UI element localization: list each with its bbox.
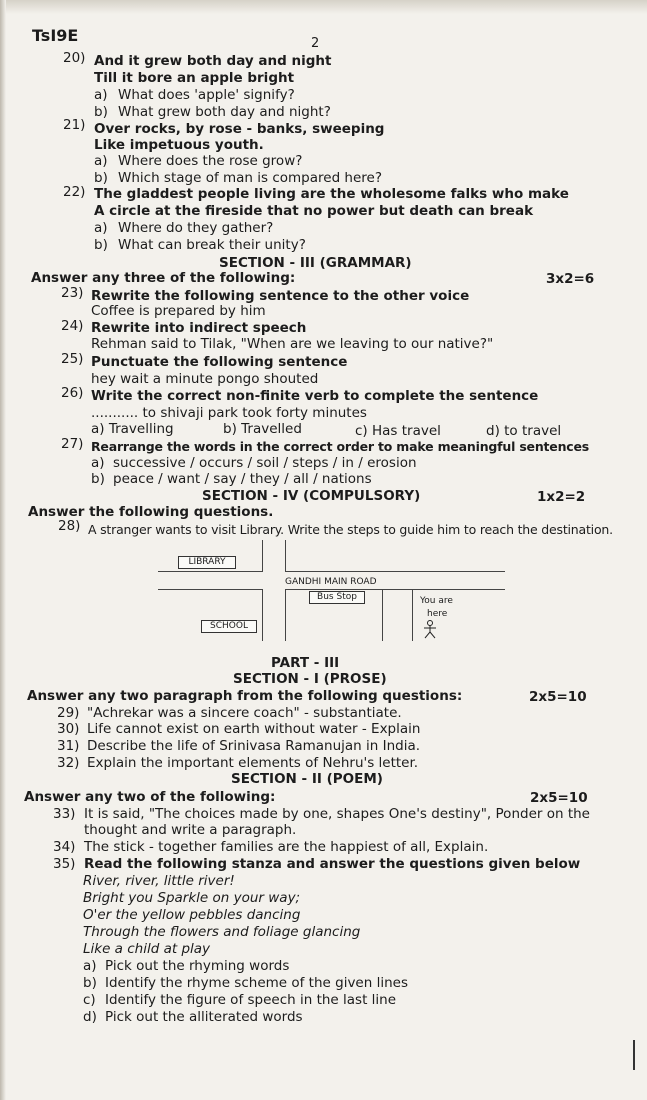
q33-line1: It is said, "The choices made by one, shapes One's destiny", Ponder on the: [84, 806, 590, 822]
q22-b-text: What can break their unity?: [118, 237, 306, 253]
prose-section-title: SECTION - I (PROSE): [233, 671, 387, 687]
q27-b-label: b): [91, 471, 105, 487]
q26-option-d: d) to travel: [486, 423, 562, 439]
q34-number: 34): [53, 839, 76, 855]
q25-number: 25): [61, 351, 84, 367]
q35-sub-text: Pick out the rhyming words: [105, 958, 290, 974]
q26-option-b: b) Travelled: [223, 421, 302, 437]
q31-text: Describe the life of Srinivasa Ramanujan in India.: [87, 738, 421, 754]
stanza-line: Bright you Sparkle on your way;: [83, 890, 301, 906]
q30-number: 30): [57, 721, 80, 737]
q20-a-text: What does 'apple' signify?: [118, 87, 295, 103]
q25-text: hey wait a minute pongo shouted: [91, 371, 319, 387]
q25-title: Punctuate the following sentence: [91, 354, 348, 370]
q22-b-label: b): [94, 237, 108, 253]
section3-instruction: Answer any three of the following:: [31, 270, 296, 286]
q21-a-text: Where does the rose grow?: [118, 153, 303, 169]
q35-sub-text: Identify the rhyme scheme of the given lines: [105, 975, 408, 991]
margin-mark: [633, 1040, 635, 1070]
q24-title: Rewrite into indirect speech: [91, 320, 307, 336]
map-school-box: SCHOOL: [201, 620, 257, 633]
map-lane-left: [262, 589, 263, 641]
q21-line2: Like impetuous youth.: [94, 137, 264, 153]
page-shadow-left: [0, 0, 6, 1100]
q35-title: Read the following stanza and answer the questions given below: [84, 856, 581, 872]
q29-text: "Achrekar was a sincere coach" - substantiate.: [87, 705, 402, 721]
q32-number: 32): [57, 755, 80, 771]
q35-number: 35): [53, 856, 76, 872]
section3-marks: 3x2=6: [546, 271, 595, 287]
stanza-line: Like a child at play: [83, 941, 211, 957]
q21-number: 21): [63, 117, 86, 133]
stanza-line: Through the flowers and foliage glancing: [83, 924, 361, 940]
q22-line2: A circle at the fireside that no power but death can break: [94, 203, 534, 219]
map-road-edge-lower-left: [158, 589, 263, 590]
q26-option-a: a) Travelling: [91, 421, 174, 437]
q27-a-text: successive / occurs / soil / steps / in / erosion: [113, 455, 417, 471]
q35-sub-label: c): [83, 992, 96, 1008]
map-road-edge-upper-left: [158, 571, 263, 572]
map-lane-right: [412, 589, 413, 641]
q35-sub-label: d): [83, 1009, 97, 1025]
q31-number: 31): [57, 738, 80, 754]
q35-sub-text: Pick out the alliterated words: [105, 1009, 303, 1025]
q20-b-label: b): [94, 104, 108, 120]
q22-line1: The gladdest people living are the wholesome falks who make: [94, 186, 569, 202]
q24-text: Rehman said to Tilak, "When are we leaving to our native?": [91, 336, 494, 352]
q23-text: Coffee is prepared by him: [91, 303, 266, 319]
q21-b-label: b): [94, 170, 108, 186]
q20-line2: Till it bore an apple bright: [94, 70, 295, 86]
map-road-edge-upper-right: [285, 571, 505, 572]
map-road-edge-right-top: [285, 540, 286, 571]
prose-marks: 2x5=10: [529, 689, 587, 705]
q20-b-text: What grew both day and night?: [118, 104, 331, 120]
map-road-label: GANDHI MAIN ROAD: [285, 577, 377, 587]
map-road-edge-lower-right: [285, 589, 505, 590]
map-you-are-label: You are: [420, 596, 453, 606]
q20-line1: And it grew both day and night: [94, 53, 332, 69]
q27-a-label: a): [91, 455, 105, 471]
q21-a-label: a): [94, 153, 108, 169]
q29-number: 29): [57, 705, 80, 721]
poem-marks: 2x5=10: [530, 790, 588, 806]
q26-text: ........... to shivaji park took forty minutes: [91, 405, 367, 421]
section4-marks: 1x2=2: [537, 489, 586, 505]
map-road-edge-left-top: [262, 540, 263, 571]
q26-number: 26): [61, 385, 84, 401]
q35-sub-text: Identify the figure of speech in the last line: [105, 992, 397, 1008]
q28-number: 28): [58, 518, 81, 534]
q20-number: 20): [63, 50, 86, 66]
q27-number: 27): [61, 436, 84, 452]
map-lane-mid-right: [382, 589, 383, 641]
stick-figure-icon: [420, 620, 440, 640]
q26-title: Write the correct non-finite verb to complete the sentence: [91, 388, 539, 404]
q24-number: 24): [61, 318, 84, 334]
q26-option-c: c) Has travel: [355, 423, 441, 439]
map-lane-mid-left: [285, 589, 286, 641]
q33-line2: thought and write a paragraph.: [84, 822, 297, 838]
q27-b-text: peace / want / say / they / all / nations: [113, 471, 372, 487]
map-bus-stop-box: Bus Stop: [309, 591, 365, 604]
poem-instruction: Answer any two of the following:: [24, 789, 276, 805]
section4-title: SECTION - IV (COMPULSORY): [202, 488, 421, 504]
q30-text: Life cannot exist on earth without water - Explain: [87, 721, 421, 737]
q22-number: 22): [63, 184, 86, 200]
q27-title: Rearrange the words in the correct order to make meaningful sentences: [91, 439, 590, 454]
q23-number: 23): [61, 285, 84, 301]
q28-text: A stranger wants to visit Library. Write the steps to guide him to reach the destination.: [88, 522, 613, 537]
q21-b-text: Which stage of man is compared here?: [118, 170, 383, 186]
q33-number: 33): [53, 806, 76, 822]
q32-text: Explain the important elements of Nehru's letter.: [87, 755, 419, 771]
page-shadow-top: [0, 0, 647, 14]
q23-title: Rewrite the following sentence to the other voice: [91, 288, 470, 304]
stanza-line: River, river, little river!: [83, 873, 235, 889]
q22-a-text: Where do they gather?: [118, 220, 274, 236]
prose-instruction: Answer any two paragraph from the following questions:: [27, 688, 463, 704]
poem-section-title: SECTION - II (POEM): [231, 771, 383, 787]
paper-code: TsI9E: [32, 26, 79, 45]
map-library-box: LIBRARY: [178, 556, 236, 569]
section4-instruction: Answer the following questions.: [28, 504, 274, 520]
q21-line1: Over rocks, by rose - banks, sweeping: [94, 121, 385, 137]
part3-title: PART - III: [271, 655, 340, 671]
section3-title: SECTION - III (GRAMMAR): [219, 255, 412, 271]
map-here-label: here: [427, 609, 448, 619]
stanza-line: O'er the yellow pebbles dancing: [83, 907, 301, 923]
q20-a-label: a): [94, 87, 108, 103]
q22-a-label: a): [94, 220, 108, 236]
q35-sub-label: a): [83, 958, 97, 974]
q35-sub-label: b): [83, 975, 97, 991]
q34-text: The stick - together families are the happiest of all, Explain.: [84, 839, 489, 855]
page-number: 2: [311, 36, 320, 51]
